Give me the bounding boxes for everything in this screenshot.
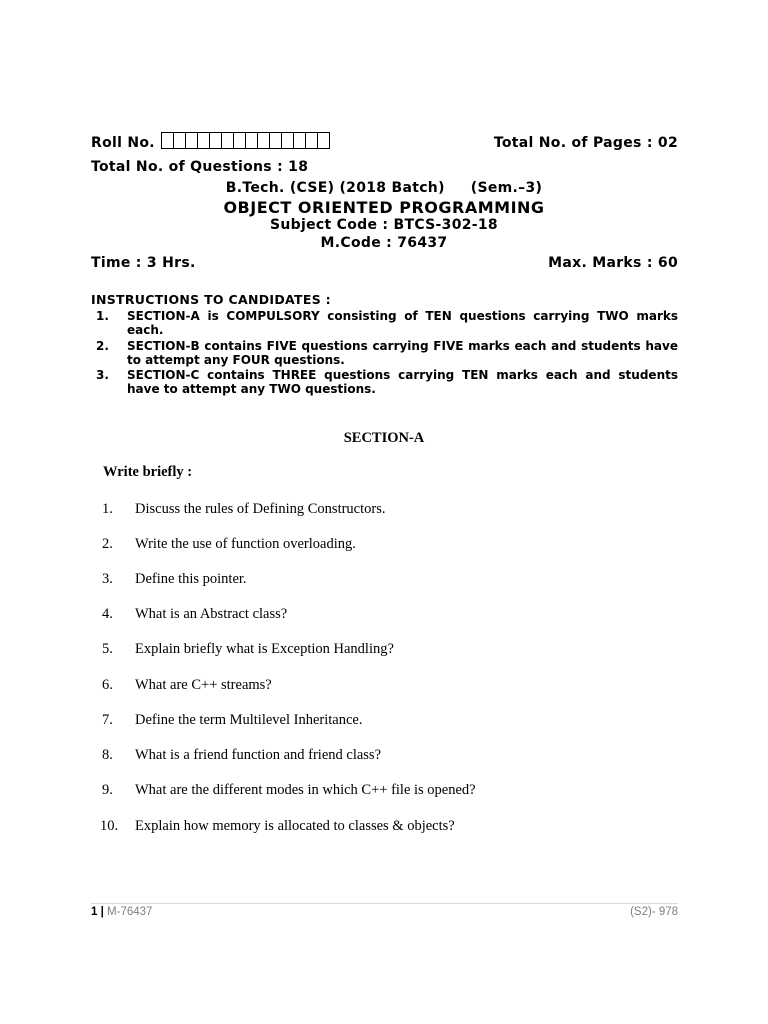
question-item <box>90 606 287 623</box>
roll-number-box <box>317 132 330 149</box>
question-item <box>90 641 394 658</box>
footer-right-code: (S2)- 978 <box>630 906 678 918</box>
instruction-item <box>96 309 678 337</box>
question-number: 7. <box>102 712 113 728</box>
question-item <box>90 677 272 694</box>
m-code: M.Code : 76437 <box>320 235 448 251</box>
question-number: 1. <box>102 501 113 517</box>
time-marks-row <box>91 255 678 271</box>
question-text: Define this pointer. <box>135 571 247 587</box>
question-item <box>90 571 247 588</box>
question-number: 9. <box>102 782 113 798</box>
question-text: What are the different modes in which C++ file is opened? <box>135 782 476 798</box>
exam-time: Time : 3 Hrs. <box>91 255 196 271</box>
instruction-number: 3. <box>96 368 109 382</box>
instruction-text: SECTION-C contains THREE questions carrying TEN marks each and students have to attempt any TWO questions. <box>127 368 678 396</box>
instruction-number: 1. <box>96 309 109 323</box>
question-item <box>90 712 362 729</box>
question-text: Discuss the rules of Defining Constructors. <box>135 501 386 517</box>
subject-code: Subject Code : BTCS-302-18 <box>270 217 498 233</box>
semester: (Sem.–3) <box>470 180 543 196</box>
instruction-text: SECTION-B contains FIVE questions carrying FIVE marks each and students have to attempt any FOUR questions. <box>127 339 678 367</box>
question-item <box>90 782 476 799</box>
course-line <box>0 180 768 196</box>
question-number: 8. <box>102 747 113 763</box>
footer-page-info <box>91 906 152 918</box>
course-name: B.Tech. (CSE) (2018 Batch) <box>225 180 445 196</box>
instruction-number: 2. <box>96 339 109 353</box>
roll-number-label: Roll No. <box>91 134 155 151</box>
question-number: 5. <box>102 641 113 657</box>
question-number: 10. <box>100 818 119 834</box>
footer-code: M-76437 <box>107 906 153 918</box>
question-item <box>90 747 381 764</box>
question-text: Explain how memory is allocated to classes & objects? <box>135 818 455 834</box>
question-number: 4. <box>102 606 113 622</box>
question-item <box>90 536 356 553</box>
footer-separator: | <box>100 906 104 918</box>
page-number: 1 <box>91 906 98 918</box>
instruction-item <box>96 339 678 367</box>
instruction-text: SECTION-A is COMPULSORY consisting of TEN questions carrying TWO marks each. <box>127 309 678 337</box>
subject-title: OBJECT ORIENTED PROGRAMMING <box>223 198 545 217</box>
question-text: Write the use of function overloading. <box>135 536 356 552</box>
question-text: What are C++ streams? <box>135 677 272 693</box>
roll-number-boxes <box>161 132 329 149</box>
question-text: What is a friend function and friend class? <box>135 747 382 763</box>
instructions-heading: INSTRUCTIONS TO CANDIDATES : <box>91 292 331 307</box>
question-text: What is an Abstract class? <box>135 606 288 622</box>
footer-divider <box>91 903 678 904</box>
instruction-item <box>96 368 678 396</box>
section-title: SECTION-A <box>343 430 425 446</box>
section-lead: Write briefly : <box>103 464 193 480</box>
question-item <box>90 501 386 518</box>
question-text: Explain briefly what is Exception Handling? <box>135 641 394 657</box>
question-number: 6. <box>102 677 113 693</box>
header-top-row <box>91 134 678 151</box>
question-text: Define the term Multilevel Inheritance. <box>135 712 363 728</box>
question-number: 2. <box>102 536 113 552</box>
question-item <box>90 818 455 835</box>
total-questions: Total No. of Questions : 18 <box>91 159 309 175</box>
roll-number-field <box>91 134 329 151</box>
question-number: 3. <box>102 571 113 587</box>
total-pages: Total No. of Pages : 02 <box>493 134 678 151</box>
max-marks: Max. Marks : 60 <box>548 255 678 271</box>
